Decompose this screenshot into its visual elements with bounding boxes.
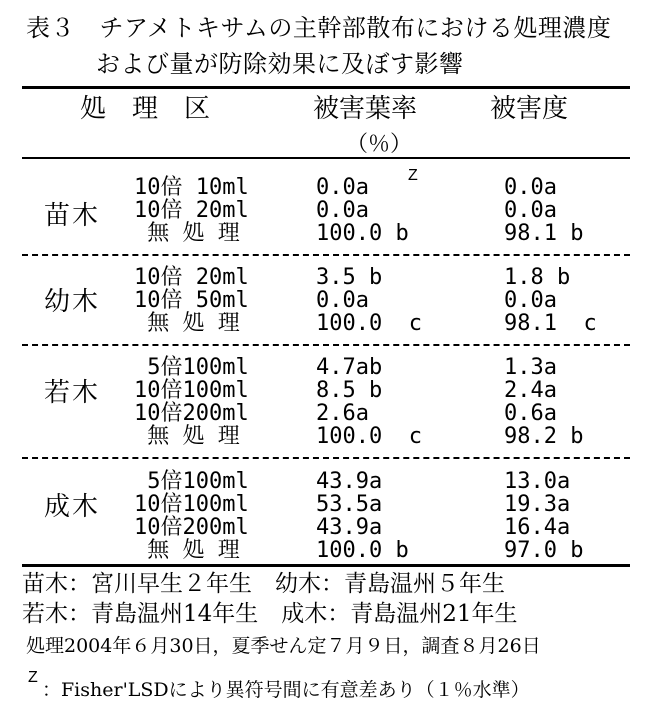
group-divider	[22, 457, 630, 459]
degree-cell: 0.6a	[504, 401, 557, 426]
group-label-juvenile-tree: 若木	[44, 378, 101, 408]
rate-cell: 43.9a	[316, 469, 383, 494]
treatment-cell: 10倍100ml	[134, 378, 249, 403]
rate-cell: 3.5 b	[316, 265, 383, 290]
treatment-cell: 5倍100ml	[134, 355, 249, 380]
superscript-z: Z	[408, 167, 418, 184]
degree-cell: 98.1 b	[504, 221, 584, 246]
degree-cell: 2.4a	[504, 378, 557, 403]
note-cultivars-2: 若木：青島温州14年生 成木：青島温州21年生	[22, 601, 518, 627]
treatment-cell: 10倍200ml	[134, 515, 249, 540]
header-rule	[22, 157, 630, 159]
header-rate-unit: （％）	[346, 132, 413, 157]
top-rule	[22, 86, 630, 89]
degree-cell: 0.0a	[504, 175, 557, 200]
rate-cell: 100.0 c	[316, 424, 422, 449]
degree-cell: 19.3a	[504, 492, 571, 517]
rate-cell: 100.0 b	[316, 221, 409, 246]
table-title-line-1: 表３ チアメトキサムの主幹部散布における処理濃度	[26, 14, 612, 42]
group-label-seedling: 苗木	[44, 201, 101, 231]
table-title-line-2: および量が防除効果に及ぼす影響	[96, 50, 464, 78]
degree-cell: 97.0 b	[504, 538, 584, 563]
group-label-mature-tree: 成木	[44, 492, 101, 522]
note-cultivars-1: 苗木：宮川早生２年生 幼木：青島温州５年生	[22, 571, 505, 597]
rate-cell: 4.7ab	[316, 355, 383, 380]
degree-cell: 1.8 b	[504, 265, 571, 290]
group-divider	[22, 254, 630, 256]
degree-cell: 0.0a	[504, 198, 557, 223]
rate-cell: 100.0 b	[316, 538, 409, 563]
rate-cell: 8.5 b	[316, 378, 383, 403]
treatment-cell: 10倍 20ml	[134, 198, 249, 223]
degree-cell: 1.3a	[504, 355, 557, 380]
note-schedule: 処理2004年６月30日，夏季せん定７月９日，調査８月26日	[26, 635, 541, 657]
rate-cell: 100.0 c	[316, 311, 422, 336]
rate-cell: 0.0a	[316, 198, 369, 223]
treatment-cell: 10倍 50ml	[134, 288, 249, 313]
treatment-cell: 5倍100ml	[134, 469, 249, 494]
degree-cell: 0.0a	[504, 288, 557, 313]
treatment-cell: 無 処 理	[134, 311, 240, 336]
rate-cell: 53.5a	[316, 492, 383, 517]
group-divider	[22, 344, 630, 346]
degree-cell: 98.1 c	[504, 311, 597, 336]
note-superscript-z: Z	[28, 669, 38, 686]
degree-cell: 13.0a	[504, 469, 571, 494]
treatment-cell: 10倍 20ml	[134, 265, 249, 290]
header-treatment: 処 理 区	[80, 94, 211, 124]
header-damage-degree: 被害度	[490, 94, 569, 124]
degree-cell: 98.2 b	[504, 424, 584, 449]
rate-cell: 2.6a	[316, 401, 369, 426]
header-damaged-leaf-rate: 被害葉率	[313, 94, 418, 124]
rate-cell: 0.0a	[316, 175, 369, 200]
rate-cell: 0.0a	[316, 288, 369, 313]
group-label-young-tree: 幼木	[44, 287, 101, 317]
treatment-cell: 無 処 理	[134, 424, 240, 449]
treatment-cell: 無 処 理	[134, 221, 240, 246]
rate-cell: 43.9a	[316, 515, 383, 540]
bottom-rule	[22, 564, 630, 567]
treatment-cell: 無 処 理	[134, 538, 240, 563]
treatment-cell: 10倍100ml	[134, 492, 249, 517]
note-significance: ：Fisher'LSDにより異符号間に有意差あり（１％水準）	[42, 679, 530, 701]
treatment-cell: 10倍 10ml	[134, 175, 249, 200]
treatment-cell: 10倍200ml	[134, 401, 249, 426]
degree-cell: 16.4a	[504, 515, 571, 540]
